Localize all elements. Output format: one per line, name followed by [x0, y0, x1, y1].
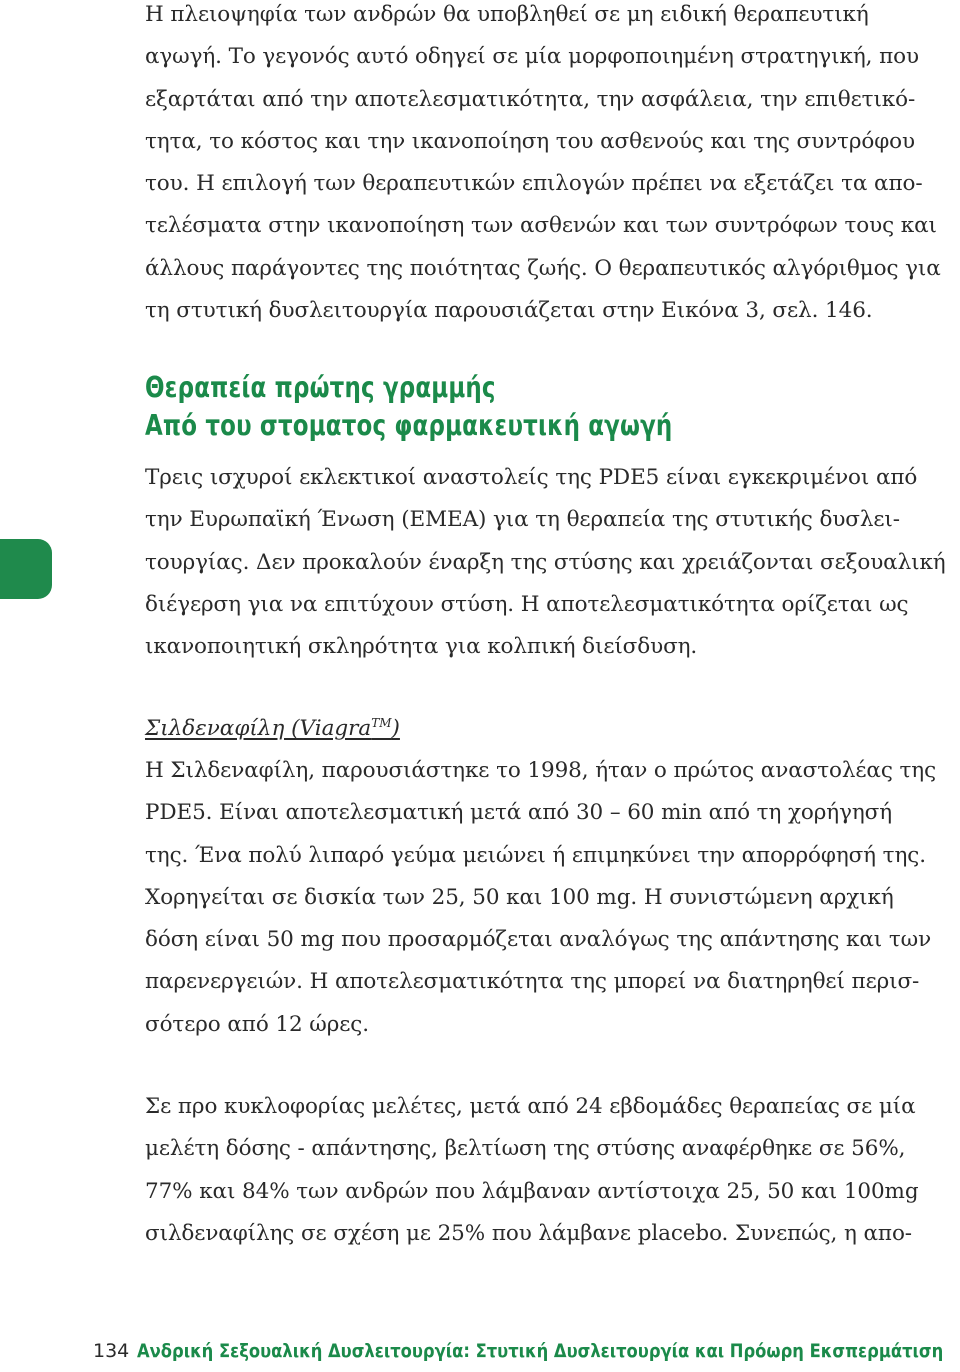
trademark-mark: TM [371, 715, 392, 730]
text-line: άλλους παράγοντες της ποιότητας ζωής. Ο θεραπευτικός αλγόριθμος για [145, 255, 941, 281]
text-line: της. Ένα πολύ λιπαρό γεύμα μειώνει ή επιμηκύνει την απορρόφησή της. [145, 842, 926, 868]
paragraph-pde5 [145, 457, 946, 668]
text-line: τη στυτική δυσλειτουργία παρουσιάζεται στην Εικόνα 3, σελ. 146. [145, 298, 873, 324]
page-footer [93, 1337, 960, 1365]
text-line: τουργίας. Δεν προκαλούν έναρξη της στύσης και χρειάζονται σεξουαλική [145, 549, 946, 575]
chapter-tab-marker [0, 539, 52, 599]
text-line: 77% και 84% των ανδρών που λάμβαναν αντίστοιχα 25, 50 και 100mg [145, 1178, 919, 1204]
text-line: Η πλειοψηφία των ανδρών θα υποβληθεί σε μη ειδική θεραπευτική [145, 2, 869, 27]
section-heading [145, 369, 788, 445]
text-line: τελέσματα στην ικανοποίηση των ασθενών και των συντρόφων τους και [145, 213, 937, 239]
running-title: Ανδρική Σεξουαλική Δυσλειτουργία: Στυτική Δυσλειτουργία και Πρόωρη Εκσπερμάτιση [137, 1340, 944, 1362]
paragraph-intro [145, 0, 941, 332]
text-line: Σε προ κυκλοφορίας μελέτες, μετά από 24 εβδομάδες θεραπείας σε μία [145, 1094, 916, 1119]
text-line: Η Σιλδεναφίλη, παρουσιάστηκε το 1998, ήταν ο πρώτος αναστολέας της [145, 758, 937, 783]
text-line: αγωγή. Το γεγονός αυτό οδηγεί σε μία μορφοποιημένη στρατηγική, που [145, 44, 919, 70]
page-number: 134 [93, 1340, 130, 1362]
subheading-text: Σιλδεναφίλη (Viagra [145, 716, 372, 741]
text-line: μελέτη δόσης - απάντησης, βελτίωση της στύσης αναφέρθηκε σε 56%, [145, 1136, 906, 1162]
text-line: Χορηγείται σε δισκία των 25, 50 και 100 mg. Η συνιστώμενη αρχική [145, 884, 894, 910]
text-line: Τρεις ισχυροί εκλεκτικοί αναστολείς της PDE5 είναι εγκεκριμένοι από [145, 465, 918, 490]
subheading-close: ) [391, 716, 400, 741]
text-line: διέγερση για να επιτύχουν στύση. Η αποτελεσματικότητα ορίζεται ως [145, 591, 909, 617]
text-line: εξαρτάται από την αποτελεσματικότητα, την ασφάλεια, την επιθετικό- [145, 86, 916, 112]
paragraph-studies [145, 1086, 919, 1255]
subheading-sildenafil [145, 708, 400, 750]
text-line: σότερο από 12 ώρες. [145, 1011, 369, 1037]
paragraph-sildenafil [145, 750, 936, 1046]
text-line: τητα, το κόστος και την ικανοποίηση του ασθενούς και της συντρόφου [145, 128, 915, 154]
section-heading-line2: Από του στοματος φαρμακευτική αγωγή [145, 409, 673, 442]
text-line: του. Η επιλογή των θεραπευτικών επιλογών πρέπει να εξετάζει τα απο- [145, 171, 923, 197]
text-line: την Ευρωπαϊκή Ένωση (ΕΜΕΑ) για τη θεραπεία της στυτικής δυσλει- [145, 507, 900, 533]
text-line: σιλδεναφίλης σε σχέση με 25% που λάμβανε placebo. Συνεπώς, η απο- [145, 1220, 912, 1246]
text-line: ικανοποιητική σκληρότητα για κολπική διείσδυση. [145, 634, 698, 660]
text-line: παρενεργειών. Η αποτελεσματικότητα της μπορεί να διατηρηθεί περισ- [145, 969, 920, 995]
text-line: δόση είναι 50 mg που προσαρμόζεται αναλόγως της απάντησης και των [145, 927, 932, 953]
section-heading-line1: Θεραπεία πρώτης γραμμής [145, 371, 496, 404]
text-line: PDE5. Είναι αποτελεσματική μετά από 30 – 60 min από τη χορήγησή [145, 800, 892, 826]
